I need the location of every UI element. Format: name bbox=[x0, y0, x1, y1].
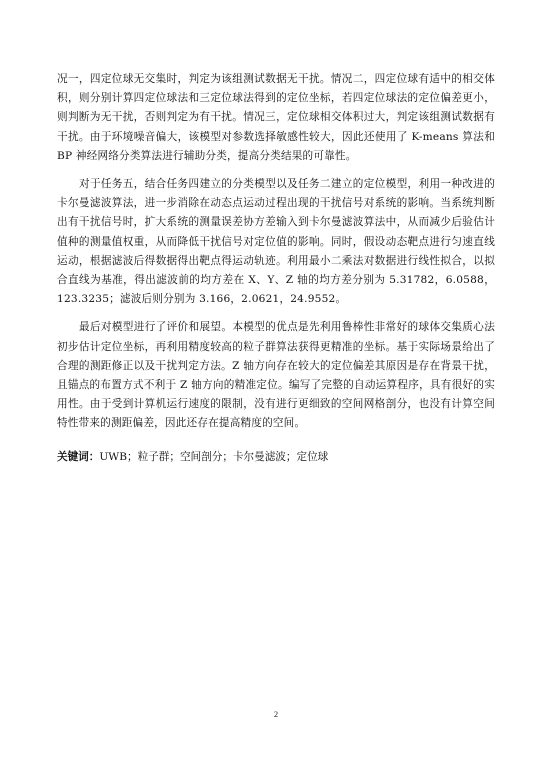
keywords-value: UWB；粒子群；空间剖分；卡尔曼滤波；定位球 bbox=[99, 450, 329, 463]
paragraph-evaluation: 最后对模型进行了评价和展望。本模型的优点是先利用鲁棒性非常好的球体交集质心法初步估计定位坐标，再利用精度较高的粒子群算法获得更精准的坐标。基于实际场景给出了合理的测距修正以及干扰判定方法。Z 轴方向存在较大的定位偏差其原因是存在背景干扰，且锚点的布置方式不利于 Z 轴方向的精准定位。编写了完整的自动运算程序，具有很好的实用性。由于受到计算机运行速度的限制，没有进行更细致的空间网格剖分，也没有计算空间特性带来的测距偏差，因此还存在提高精度的空间。 bbox=[57, 321, 495, 430]
keywords-label: 关键词： bbox=[57, 450, 100, 463]
keywords-line bbox=[57, 448, 495, 467]
abstract-body bbox=[57, 70, 495, 467]
page-number: 2 bbox=[273, 709, 279, 719]
paragraph-continuation: 况一，四定位球无交集时，判定为该组测试数据无干扰。情况二，四定位球有适中的相交体积，则分别计算四定位球法和三定位球法得到的定位坐标，若四定位球法的定位偏差更小，则判断为无干扰，否则判定为有干扰。情况三，定位球相交体积过大，判定该组测试数据有干扰。由于环境噪音偏大，该模型对参数选择敏感性较大，因此还使用了 K-means 算法和 BP 神经网络分类算法进行辅助分类，提高分类结果的可靠性。 bbox=[57, 73, 495, 162]
paragraph-task-five: 对于任务五，结合任务四建立的分类模型以及任务二建立的定位模型，利用一种改进的卡尔曼滤波算法，进一步消除在动态点运动过程出现的干扰信号对系统的影响。当系统判断出有干扰信号时，扩大系统的测量误差协方差输入到卡尔曼滤波算法中，从而减少后验估计值种的测量值权重，从而降低干扰信号对定位值的影响。同时，假设动态靶点进行匀速直线运动，根据滤波后得数据得出靶点得运动轨迹。利用最小二乘法对数据进行线性拟合，以拟合直线为基准，得出滤波前的均方差在 X、Y、Z 轴的均方差分别为 5.31782，6.0588，123.3235；滤波后则分别为 3.166，2.0621，24.9552。 bbox=[57, 178, 495, 306]
